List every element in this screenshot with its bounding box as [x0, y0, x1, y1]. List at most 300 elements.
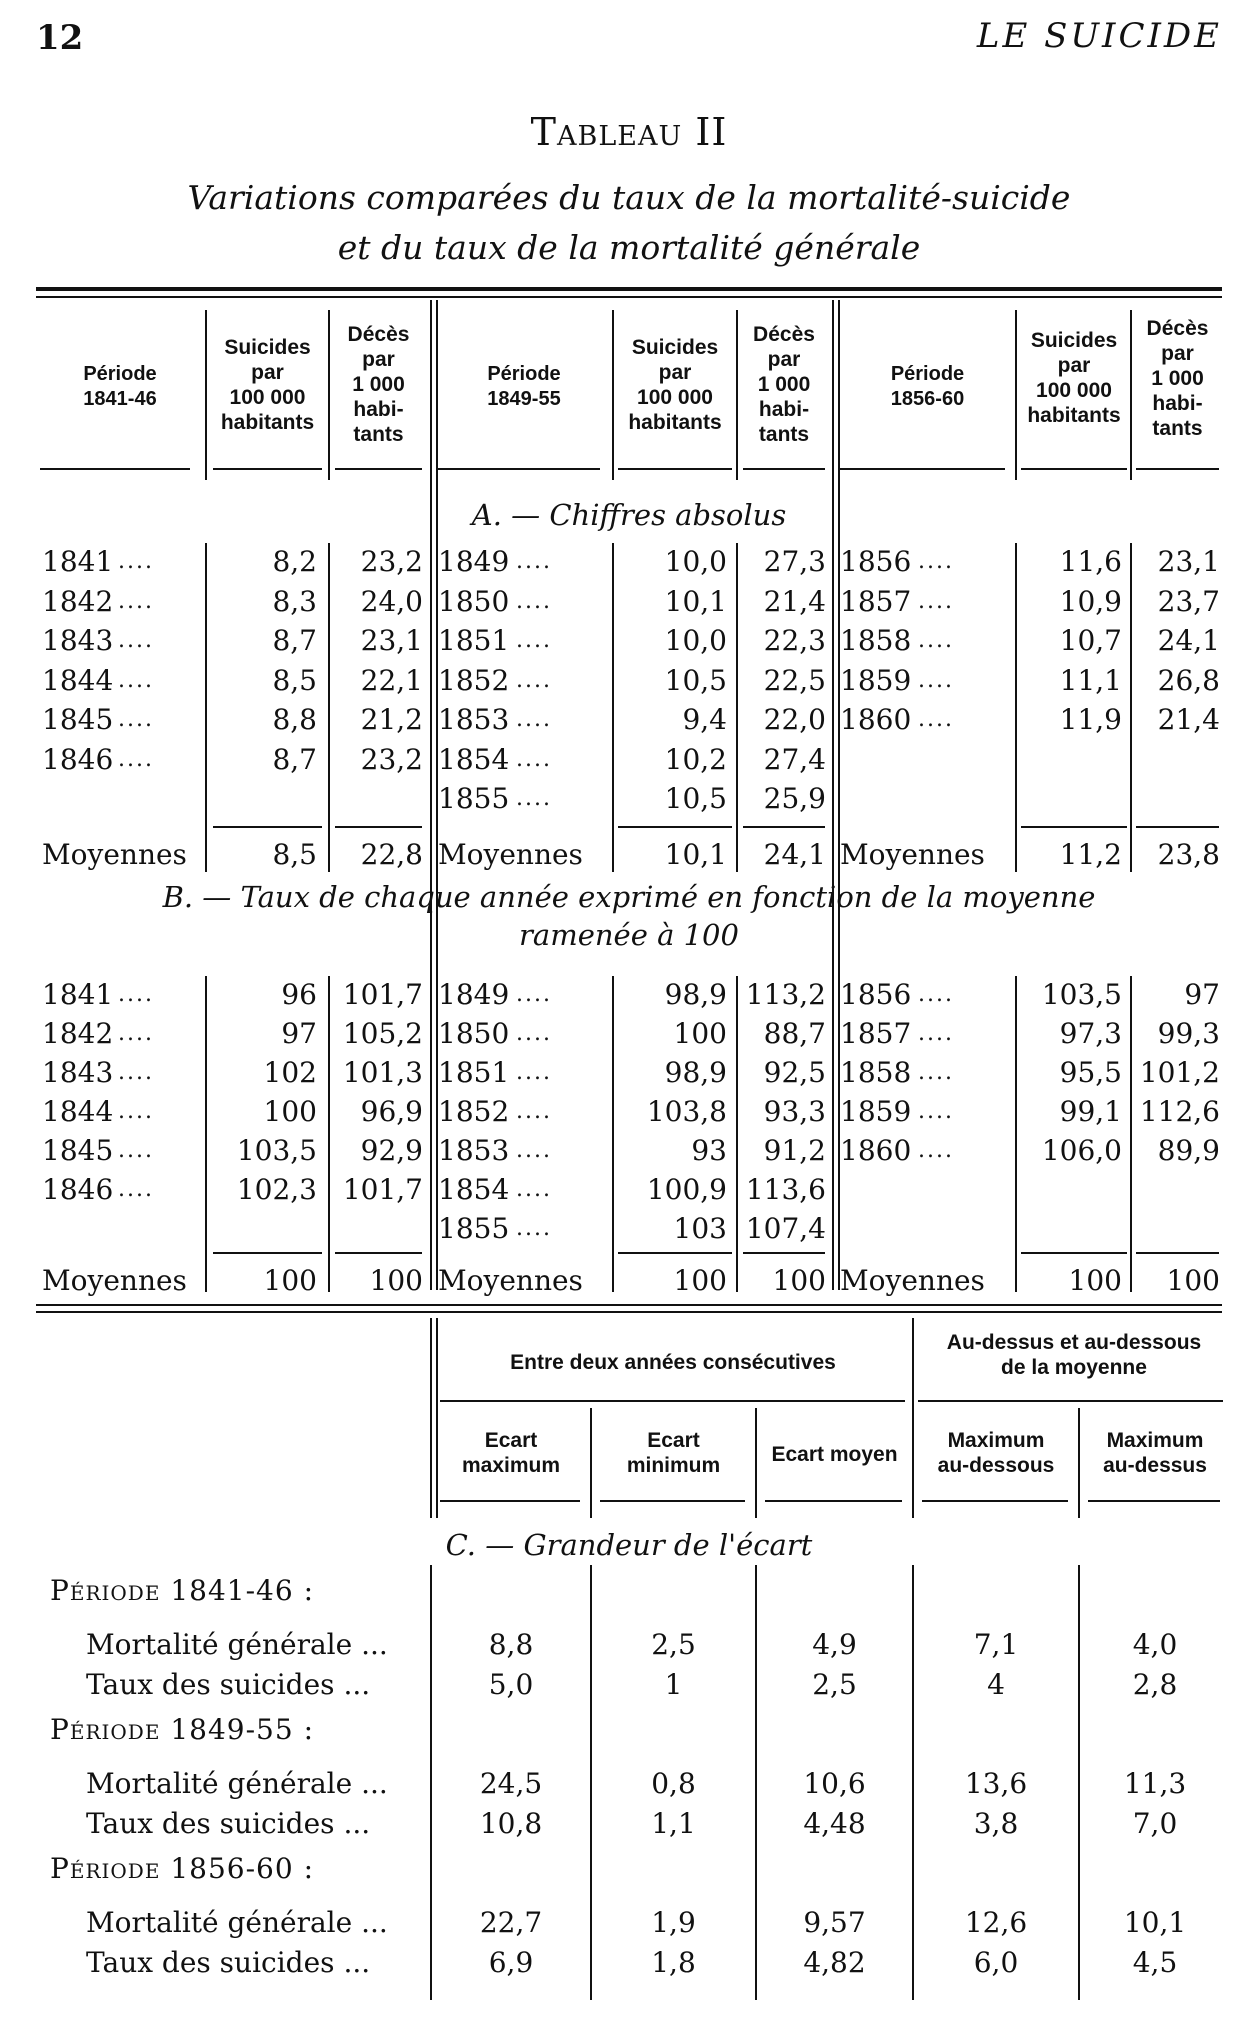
group-header-line: Au-dessus et au-dessous — [946, 1331, 1202, 1354]
header-line: 100 000 — [1036, 379, 1112, 402]
leader-dots: .... — [918, 1138, 954, 1163]
year-cell: 1844 — [42, 663, 114, 697]
suicides-column-header — [210, 335, 325, 435]
value-cell: 10,8 — [479, 1807, 543, 1840]
year-cell: 1852 — [438, 663, 510, 697]
period-header-word: Période — [890, 363, 965, 385]
header-line: maximum — [461, 1454, 561, 1477]
table-row — [0, 1054, 1258, 1092]
period-label: Période 1841-46 : — [50, 1574, 315, 1607]
value-cell: 1,8 — [651, 1946, 696, 1979]
suicide-rate-cell: 10,5 — [664, 663, 727, 697]
header-col-rule — [1015, 310, 1017, 480]
group-rule — [440, 1400, 905, 1402]
header-line: par — [362, 348, 395, 371]
period-header — [438, 362, 610, 412]
leader-dots: .... — [516, 1216, 552, 1241]
table-row — [0, 701, 1258, 739]
mean-rule — [335, 1252, 422, 1254]
value-cell: 4,0 — [1132, 1628, 1178, 1661]
suicide-rate-cell: 98,9 — [664, 978, 727, 1011]
death-rate-cell: 88,7 — [763, 1017, 826, 1050]
death-rate-cell: 27,4 — [763, 742, 826, 776]
suicides-column-header — [1018, 328, 1130, 428]
section-c-group-rule — [912, 1318, 914, 1518]
table-row — [0, 583, 1258, 621]
table-row — [0, 543, 1258, 581]
year-cell: 1851 — [438, 1056, 510, 1089]
mean-rule — [743, 826, 825, 828]
group-header-line: de la moyenne — [1001, 1356, 1147, 1379]
header-line: habi- — [1152, 392, 1203, 415]
column-underline — [440, 1500, 580, 1502]
suicide-rate-cell: 8,2 — [272, 545, 317, 578]
mean-label: Moyennes — [840, 838, 985, 871]
suicide-rate-cell: 8,5 — [272, 663, 317, 697]
value-cell: 7,1 — [973, 1628, 1019, 1661]
section-c-body-rule — [912, 1565, 914, 2000]
header-line: Décès — [1146, 317, 1209, 340]
leader-dots: .... — [918, 667, 954, 693]
leader-dots: .... — [516, 1177, 552, 1202]
suicide-rate-cell: 10,1 — [664, 584, 727, 618]
leader-dots: .... — [516, 549, 552, 574]
value-cell: 4,9 — [812, 1628, 857, 1661]
leader-dots: .... — [118, 549, 154, 574]
header-line: habitants — [628, 411, 722, 434]
top-rule-thin — [36, 296, 1222, 298]
value-cell: 5,0 — [488, 1668, 534, 1701]
year-cell: 1857 — [840, 1017, 912, 1050]
table-row — [0, 1015, 1258, 1053]
year-cell: 1851 — [438, 624, 510, 657]
leader-dots: .... — [118, 746, 154, 772]
death-rate-cell: 26,8 — [1157, 663, 1220, 697]
mean-label: Moyennes — [438, 838, 583, 871]
section-c-left-rule — [430, 1318, 432, 1518]
death-rate-cell: 22,3 — [763, 624, 826, 657]
header-col-rule — [1130, 310, 1132, 480]
header-line: 1 000 — [352, 373, 405, 396]
mean-suicide-rate: 8,5 — [272, 838, 317, 871]
death-rate-cell: 97 — [1184, 978, 1220, 1011]
mean-rule — [213, 1252, 322, 1254]
leader-dots: .... — [516, 746, 552, 772]
value-cell: 6,0 — [973, 1946, 1019, 1979]
value-cell: 12,6 — [964, 1906, 1028, 1939]
value-cell: 11,3 — [1123, 1767, 1187, 1800]
year-cell: 1859 — [840, 1095, 912, 1128]
leader-dots: .... — [918, 588, 954, 614]
section-c-column-header — [1080, 1428, 1230, 1478]
death-rate-cell: 92,5 — [763, 1056, 826, 1089]
header-line: au-dessus — [1103, 1454, 1207, 1477]
period-header-years: 1856-60 — [890, 388, 965, 410]
value-cell: 0,8 — [651, 1767, 696, 1800]
death-rate-cell: 21,2 — [360, 703, 423, 736]
mean-death-rate: 24,1 — [763, 838, 826, 871]
suicide-rate-cell: 103,5 — [1041, 978, 1122, 1011]
death-rate-cell: 101,7 — [342, 978, 423, 1011]
suicide-rate-cell: 10,7 — [1059, 624, 1122, 657]
death-rate-cell: 105,2 — [342, 1017, 423, 1050]
leader-dots: .... — [118, 982, 154, 1007]
death-rate-cell: 21,4 — [763, 584, 826, 618]
leader-dots: .... — [516, 1099, 552, 1124]
value-cell: 1,9 — [651, 1906, 696, 1939]
period-header-years: 1849-55 — [487, 388, 561, 410]
leader-dots: .... — [918, 982, 954, 1007]
suicide-rate-cell: 100 — [673, 1017, 727, 1050]
page-number: 12 — [36, 18, 84, 58]
top-rule-thick — [36, 287, 1222, 291]
period-label: Période 1856-60 : — [50, 1852, 315, 1885]
year-cell: 1841 — [42, 978, 114, 1011]
year-cell: 1855 — [438, 782, 510, 815]
value-cell: 4 — [987, 1668, 1005, 1701]
mean-rule — [1021, 826, 1127, 828]
year-cell: 1842 — [42, 584, 114, 618]
mean-row — [0, 836, 1258, 874]
suicide-rate-cell: 102 — [263, 1056, 317, 1089]
group-rule — [918, 1400, 1223, 1402]
value-cell: 9,57 — [803, 1906, 866, 1939]
section-c-body-rule — [1078, 1565, 1080, 2000]
mean-rule — [1136, 1252, 1219, 1254]
suicide-rate-cell: 10,2 — [664, 742, 727, 776]
table-row — [0, 662, 1258, 700]
mean-suicide-rate: 11,2 — [1059, 838, 1122, 871]
value-cell: 6,9 — [488, 1946, 534, 1979]
death-rate-cell: 113,2 — [745, 978, 826, 1011]
header-line: au-dessous — [937, 1454, 1055, 1477]
year-cell: 1846 — [42, 1173, 114, 1206]
death-rate-cell: 23,1 — [1157, 545, 1220, 578]
header-line: par — [658, 361, 692, 384]
death-rate-cell: 22,1 — [360, 663, 423, 697]
period-header-years: 1841-46 — [83, 388, 157, 410]
value-cell: 7,0 — [1132, 1807, 1178, 1840]
suicide-rate-cell: 97,3 — [1059, 1017, 1122, 1050]
leader-dots: .... — [118, 1177, 154, 1202]
leader-dots: .... — [118, 667, 154, 693]
variable-label: Taux des suicides ... — [86, 1807, 371, 1840]
header-line: minimum — [626, 1454, 721, 1477]
suicide-rate-cell: 10,9 — [1059, 584, 1122, 618]
header-line: Suicides — [1030, 329, 1118, 352]
header-line: Maximum — [1106, 1429, 1204, 1452]
year-cell: 1842 — [42, 1017, 114, 1050]
column-underline — [765, 1500, 902, 1502]
header-underline — [335, 468, 422, 470]
header-line: par — [1161, 342, 1194, 365]
table-row — [0, 1132, 1258, 1170]
header-col-rule — [736, 310, 738, 480]
header-line: Ecart — [484, 1429, 538, 1452]
leader-dots: .... — [118, 1138, 154, 1163]
leader-dots: .... — [118, 1060, 154, 1085]
death-rate-cell: 24,1 — [1157, 624, 1220, 657]
mean-label: Moyennes — [840, 1264, 985, 1297]
header-line: tants — [1152, 417, 1203, 440]
suicide-rate-cell: 103 — [673, 1212, 727, 1245]
death-rate-cell: 89,9 — [1157, 1134, 1220, 1167]
section-c-column-header — [592, 1428, 755, 1478]
value-cell: 10,1 — [1123, 1906, 1187, 1939]
mean-label: Moyennes — [42, 838, 187, 871]
suicide-rate-cell: 8,3 — [272, 584, 317, 618]
period-header-word: Période — [83, 363, 157, 385]
leader-dots: .... — [118, 1099, 154, 1124]
year-cell: 1854 — [438, 742, 510, 776]
value-cell: 4,48 — [803, 1807, 866, 1840]
year-cell: 1850 — [438, 1017, 510, 1050]
suicide-rate-cell: 11,6 — [1059, 545, 1122, 578]
table-row — [0, 976, 1258, 1014]
mean-rule — [743, 1252, 825, 1254]
table-row — [0, 622, 1258, 660]
table-row — [0, 1093, 1258, 1131]
header-line: Maximum — [947, 1429, 1045, 1452]
section-c-body-rule — [590, 1565, 592, 2000]
header-underline — [438, 468, 600, 470]
value-cell: 8,8 — [488, 1628, 534, 1661]
year-cell: 1854 — [438, 1173, 510, 1206]
suicide-rate-cell: 103,8 — [646, 1095, 727, 1128]
table-row — [0, 1171, 1258, 1209]
year-cell: 1860 — [840, 703, 912, 736]
section-c-left-rule — [436, 1318, 438, 1518]
year-cell: 1849 — [438, 545, 510, 578]
section-b-heading-line2: ramenée à 100 — [519, 918, 739, 952]
death-rate-cell: 101,7 — [342, 1173, 423, 1206]
value-cell: 24,5 — [479, 1767, 543, 1800]
header-line: tants — [758, 423, 810, 446]
header-line: Ecart moyen — [771, 1443, 898, 1466]
suicide-rate-cell: 95,5 — [1059, 1056, 1122, 1089]
header-line: 100 000 — [229, 386, 306, 409]
value-cell: 3,8 — [973, 1807, 1019, 1840]
header-line: habi- — [353, 398, 404, 421]
death-rate-cell: 112,6 — [1139, 1095, 1220, 1128]
leader-dots: .... — [918, 549, 954, 574]
table-row — [0, 741, 1258, 779]
suicide-rate-cell: 100 — [263, 1095, 317, 1128]
variable-label: Taux des suicides ... — [86, 1668, 371, 1701]
suicide-rate-cell: 103,5 — [236, 1134, 317, 1167]
death-rate-cell: 23,2 — [360, 742, 423, 776]
mean-rule — [213, 826, 322, 828]
section-a-heading: A. — Chiffres absolus — [471, 498, 787, 532]
suicide-rate-cell: 10,0 — [664, 545, 727, 578]
suicide-rate-cell: 11,9 — [1059, 703, 1122, 736]
header-line: par — [251, 361, 284, 384]
section-b-rule-2 — [36, 1311, 1222, 1313]
mean-label: Moyennes — [42, 1264, 187, 1297]
suicide-rate-cell: 8,8 — [272, 703, 317, 736]
header-underline — [1021, 468, 1127, 470]
suicide-rate-cell: 97 — [281, 1017, 317, 1050]
death-rate-cell: 22,0 — [763, 703, 826, 736]
suicide-rate-cell: 11,1 — [1059, 663, 1122, 697]
death-rate-cell: 107,4 — [745, 1212, 826, 1245]
death-rate-cell: 22,5 — [763, 663, 826, 697]
header-underline — [213, 468, 322, 470]
header-underline — [840, 468, 1005, 470]
leader-dots: .... — [918, 1060, 954, 1085]
value-cell: 10,6 — [803, 1767, 866, 1800]
mean-label: Moyennes — [438, 1264, 583, 1297]
section-c-column-header — [432, 1428, 590, 1478]
header-col-rule — [205, 310, 207, 480]
year-cell: 1845 — [42, 703, 114, 736]
death-rate-cell: 23,7 — [1157, 584, 1220, 618]
year-cell: 1841 — [42, 545, 114, 578]
suicide-rate-cell: 93 — [691, 1134, 727, 1167]
section-c-body-rule — [430, 1565, 432, 2000]
variable-label: Mortalité générale ... — [86, 1906, 388, 1939]
deaths-column-header — [1133, 316, 1222, 441]
death-rate-cell: 93,3 — [763, 1095, 826, 1128]
year-cell: 1843 — [42, 624, 114, 657]
death-rate-cell: 23,1 — [360, 624, 423, 657]
leader-dots: .... — [516, 1138, 552, 1163]
suicide-rate-cell: 102,3 — [236, 1173, 317, 1206]
deaths-column-header — [332, 322, 425, 447]
death-rate-cell: 21,4 — [1157, 703, 1220, 736]
header-col-rule — [612, 310, 614, 480]
death-rate-cell: 96,9 — [360, 1095, 423, 1128]
period-header-word: Période — [487, 363, 561, 385]
leader-dots: .... — [516, 707, 552, 732]
death-rate-cell: 99,3 — [1157, 1017, 1220, 1050]
header-line: Décès — [347, 323, 410, 346]
header-line: Décès — [753, 323, 815, 346]
mean-suicide-rate: 100 — [263, 1264, 317, 1297]
period-label: Période 1849-55 : — [50, 1713, 315, 1746]
table-row — [0, 780, 1258, 818]
value-cell: 4,5 — [1132, 1946, 1178, 1979]
variable-label: Mortalité générale ... — [86, 1628, 388, 1661]
section-c-column-header — [914, 1428, 1078, 1478]
period-header — [40, 362, 200, 412]
header-line: Suicides — [224, 336, 311, 359]
year-cell: 1860 — [840, 1134, 912, 1167]
section-b-rule-1 — [36, 1304, 1222, 1306]
value-cell: 1,1 — [651, 1807, 696, 1840]
header-line: Ecart — [647, 1429, 700, 1452]
suicides-column-header — [615, 335, 735, 435]
suicide-rate-cell: 98,9 — [664, 1056, 727, 1089]
table-row — [0, 1210, 1258, 1248]
group-header-around-mean — [918, 1330, 1230, 1380]
column-underline — [922, 1500, 1068, 1502]
deaths-column-header — [740, 322, 828, 447]
value-cell: 2,5 — [651, 1628, 696, 1661]
header-underline — [40, 468, 190, 470]
leader-dots: .... — [918, 1099, 954, 1124]
mean-rule — [618, 1252, 732, 1254]
death-rate-cell: 92,9 — [360, 1134, 423, 1167]
leader-dots: .... — [516, 1021, 552, 1046]
leader-dots: .... — [516, 628, 552, 653]
death-rate-cell: 27,3 — [763, 545, 826, 578]
section-c-column-header — [757, 1442, 912, 1467]
suicide-rate-cell: 100,9 — [646, 1173, 727, 1206]
header-underline — [1136, 468, 1219, 470]
suicide-rate-cell: 8,7 — [272, 624, 317, 657]
header-underline — [618, 468, 732, 470]
header-line: par — [767, 348, 801, 371]
suicide-rate-cell: 96 — [281, 978, 317, 1011]
header-line: tants — [353, 423, 404, 446]
mean-rule — [335, 826, 422, 828]
value-cell: 13,6 — [964, 1767, 1028, 1800]
leader-dots: .... — [516, 667, 552, 693]
value-cell: 2,8 — [1132, 1668, 1178, 1701]
section-b-heading-line1: B. — Taux de chaque année exprimé en fonction de la moyenne — [162, 880, 1096, 914]
mean-death-rate: 22,8 — [360, 838, 423, 871]
section-c-body-rule — [755, 1565, 757, 2000]
header-line: 1 000 — [757, 373, 811, 396]
leader-dots: .... — [918, 628, 954, 653]
death-rate-cell: 24,0 — [360, 584, 423, 618]
leader-dots: .... — [516, 982, 552, 1007]
column-underline — [1088, 1500, 1220, 1502]
year-cell: 1845 — [42, 1134, 114, 1167]
death-rate-cell: 23,2 — [360, 545, 423, 578]
group-header-consecutive: Entre deux années consécutives — [510, 1351, 836, 1374]
leader-dots: .... — [118, 588, 154, 614]
year-cell: 1856 — [840, 978, 912, 1011]
header-line: 100 000 — [637, 386, 713, 409]
year-cell: 1844 — [42, 1095, 114, 1128]
suicide-rate-cell: 8,7 — [272, 742, 317, 776]
year-cell: 1849 — [438, 978, 510, 1011]
year-cell: 1843 — [42, 1056, 114, 1089]
suicide-rate-cell: 106,0 — [1041, 1134, 1122, 1167]
mean-death-rate: 100 — [369, 1264, 423, 1297]
variable-label: Taux des suicides ... — [86, 1946, 371, 1979]
table-title-line2: et du taux de la mortalité générale — [337, 228, 921, 267]
year-cell: 1857 — [840, 584, 912, 618]
header-col-rule — [328, 310, 330, 480]
death-rate-cell: 101,3 — [342, 1056, 423, 1089]
suicide-rate-cell: 10,0 — [664, 624, 727, 657]
suicide-rate-cell: 9,4 — [682, 703, 727, 736]
leader-dots: .... — [918, 1021, 954, 1046]
value-cell: 4,82 — [803, 1946, 866, 1979]
leader-dots: .... — [118, 707, 154, 732]
death-rate-cell: 25,9 — [763, 782, 826, 815]
header-line: habi- — [758, 398, 810, 421]
mean-rule — [1021, 1252, 1127, 1254]
mean-death-rate: 100 — [772, 1264, 826, 1297]
leader-dots: .... — [918, 707, 954, 732]
year-cell: 1852 — [438, 1095, 510, 1128]
mean-rule — [1136, 826, 1219, 828]
leader-dots: .... — [118, 1021, 154, 1046]
year-cell: 1853 — [438, 1134, 510, 1167]
year-cell: 1853 — [438, 703, 510, 736]
leader-dots: .... — [516, 786, 552, 811]
death-rate-cell: 113,6 — [745, 1173, 826, 1206]
year-cell: 1856 — [840, 545, 912, 578]
variable-label: Mortalité générale ... — [86, 1767, 388, 1800]
period-header — [840, 362, 1015, 412]
leader-dots: .... — [516, 1060, 552, 1085]
table-label: Tableau II — [530, 110, 728, 154]
